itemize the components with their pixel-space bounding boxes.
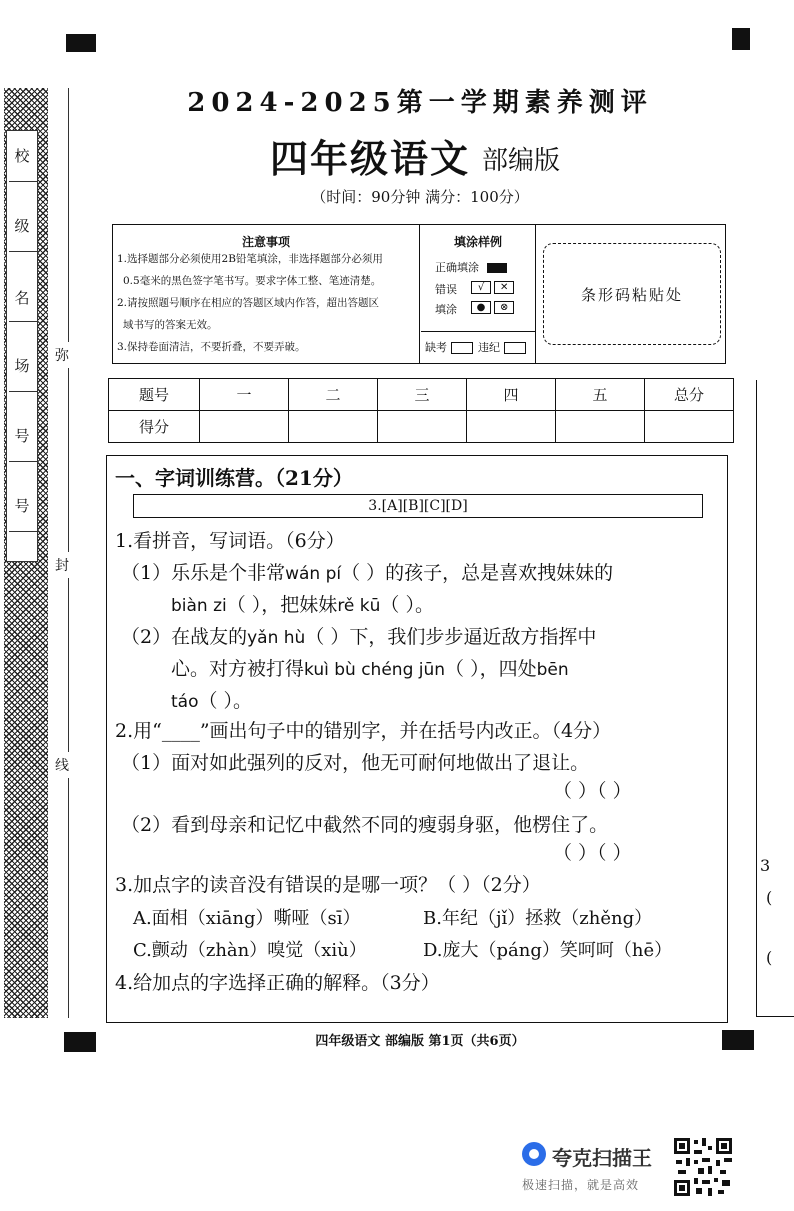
exam-subject: 四年级语文	[270, 136, 471, 181]
score-table-score-row	[109, 411, 734, 443]
q1-line-5	[171, 686, 252, 713]
score-row-label: 得分	[109, 411, 200, 443]
sample-heading: 填涂样例	[453, 235, 502, 249]
registration-mark-top-left	[66, 34, 96, 52]
pinyin: rě kū	[337, 596, 381, 616]
wrong-fill-label-2: 填涂	[435, 303, 457, 316]
pinyin: wán pí	[285, 564, 342, 584]
barcode-label: 条形码粘贴处	[580, 286, 683, 304]
score-table-header-row	[109, 379, 734, 411]
scanner-brand: 夸克扫描王	[552, 1146, 652, 1170]
registration-mark-top-right	[732, 28, 750, 50]
score-header-cell: 二	[289, 379, 378, 411]
q1-title: 1.看拼音，写词语。（6分）	[115, 530, 345, 552]
answer-bar-text: 3.[A][B][C][D]	[368, 498, 468, 514]
exam-title: 2024-2025第一学期素养测评	[187, 88, 653, 118]
notice-item: 2.请按照题号顺序在相应的答题区域内作答，超出答题区	[117, 297, 380, 309]
scanner-slogan: 极速扫描，就是高效	[522, 1178, 640, 1192]
score-header-cell: 一	[200, 379, 289, 411]
score-header-cell: 五	[556, 379, 645, 411]
pinyin: táo	[171, 692, 199, 712]
answer-bar[interactable]	[133, 494, 703, 518]
q4-title: 4.给加点的字选择正确的解释。（3分）	[115, 972, 440, 994]
q2-answer-blanks-1[interactable]: （ ）（ ）	[553, 780, 632, 802]
seal-word-1: 弥	[55, 342, 69, 368]
score-header-cell: 三	[378, 379, 467, 411]
score-cell[interactable]	[200, 411, 289, 443]
info-label-seat: 号	[14, 427, 30, 445]
pinyin: yǎn hù	[247, 628, 306, 648]
next-page-char: (	[766, 948, 773, 967]
q3-option-a[interactable]: A.面相（xiāng）嘶哑（sī）	[133, 908, 361, 929]
violation-label: 违纪	[478, 341, 500, 354]
next-page-char: 3	[760, 856, 771, 875]
q1-answer-blank[interactable]: （ ）下，我们步步逼近敌方指挥中	[305, 626, 597, 648]
wrong-fill-label-1: 错误	[435, 283, 457, 296]
next-page-char: (	[766, 888, 773, 907]
notice-item: 3.保持卷面清洁，不要折叠，不要弄破。	[117, 341, 306, 353]
pinyin: biàn zi	[171, 596, 227, 616]
section1-box	[106, 455, 728, 1023]
info-label-class: 级	[14, 217, 30, 235]
q1-line-4: 心。对方被打得kuì bù chéng jūn（ ），四处bēn	[171, 658, 569, 680]
score-table	[108, 378, 734, 443]
score-header-cell: 题号	[109, 379, 200, 411]
seal-word-3: 线	[55, 752, 69, 778]
notice-box	[112, 224, 726, 364]
q1-line-1: （1）乐乐是个非常wán pí（ ）的孩子，总是喜欢拽妹妹的	[121, 562, 614, 584]
pinyin: bēn	[536, 660, 569, 680]
notice-item: 域书写的答案无效。	[123, 319, 218, 331]
violation-box[interactable]	[504, 342, 526, 354]
info-label-school: 校	[14, 147, 30, 165]
score-cell[interactable]	[467, 411, 556, 443]
absent-label: 缺考	[425, 341, 447, 354]
q1-line-3: （2）在战友的yǎn hù（ ）下，我们步步逼近敌方指挥中	[121, 626, 597, 648]
q1-line-2	[171, 590, 434, 617]
correct-fill-mark	[487, 263, 507, 273]
section1-heading: 一、字词训练营。（21分）	[115, 466, 353, 490]
seal-word-2: 封	[55, 552, 69, 578]
score-cell[interactable]	[378, 411, 467, 443]
correct-fill-label: 正确填涂	[435, 261, 479, 274]
score-cell[interactable]	[289, 411, 378, 443]
q3-option-c[interactable]: C.颤动（zhàn）嗅觉（xiù）	[133, 940, 367, 961]
wrong-mark-check-icon: √	[471, 281, 491, 294]
q1-answer-blank[interactable]: （ ）的孩子，总是喜欢拽妹妹的	[341, 562, 614, 584]
notice-heading: 注意事项	[241, 235, 290, 249]
notice-item: 0.5毫米的黑色签字笔书写。要求字体工整、笔迹清楚。	[123, 275, 382, 287]
score-cell[interactable]	[645, 411, 734, 443]
wrong-mark-circle-cross-icon: ⊗	[494, 301, 514, 314]
barcode-area	[543, 243, 721, 345]
q1-answer-blank[interactable]: （ ），把妹妹	[226, 594, 338, 616]
q2-title: 2.用“____”画出句子中的错别字，并在括号内改正。（4分）	[115, 720, 612, 742]
info-label-name: 名	[14, 289, 30, 307]
q2-sentence-2: （2）看到母亲和记忆中截然不同的瘦弱身驱，他楞住了。	[121, 814, 609, 836]
exam-time-info: （时间：90分钟 满分：100分）	[311, 188, 529, 206]
pinyin: kuì bù chéng jūn	[304, 660, 446, 680]
notice-item: 1.选择题部分必须使用2B铅笔填涂，非选择题部分必须用	[117, 253, 383, 265]
score-cell[interactable]	[556, 411, 645, 443]
q1-answer-blank[interactable]: （ ），四处	[445, 658, 537, 680]
next-page-edge	[756, 380, 794, 1017]
q3-option-b[interactable]: B.年纪（jǐ）拯救（zhěng）	[423, 908, 653, 929]
score-header-cell: 总分	[645, 379, 734, 411]
exam-edition: 部编版	[482, 146, 561, 176]
absent-box[interactable]	[451, 342, 473, 354]
q3-title: 3.加点字的读音没有错误的是哪一项？（ ）（2分）	[115, 874, 541, 896]
wrong-mark-cross-icon: ✕	[494, 281, 514, 294]
score-header-cell: 四	[467, 379, 556, 411]
page-footer: 四年级语文 部编版 第1页（共6页）	[315, 1034, 525, 1049]
q3-option-d[interactable]: D.庞大（páng）笑呵呵（hē）	[423, 940, 673, 961]
scanner-watermark	[520, 1140, 670, 1200]
wrong-mark-dot-icon: ●	[471, 301, 491, 314]
qr-code-icon	[672, 1136, 734, 1198]
info-label-exam-no: 号	[14, 497, 30, 515]
q1-answer-blank[interactable]: （ ）。	[198, 690, 253, 712]
q1-answer-blank[interactable]: （ ）。	[380, 594, 434, 616]
info-label-room: 场	[14, 357, 30, 375]
q2-answer-blanks-2[interactable]: （ ）（ ）	[553, 842, 632, 864]
q2-sentence-1: （1）面对如此强列的反对，他无可耐何地做出了退让。	[121, 752, 590, 774]
